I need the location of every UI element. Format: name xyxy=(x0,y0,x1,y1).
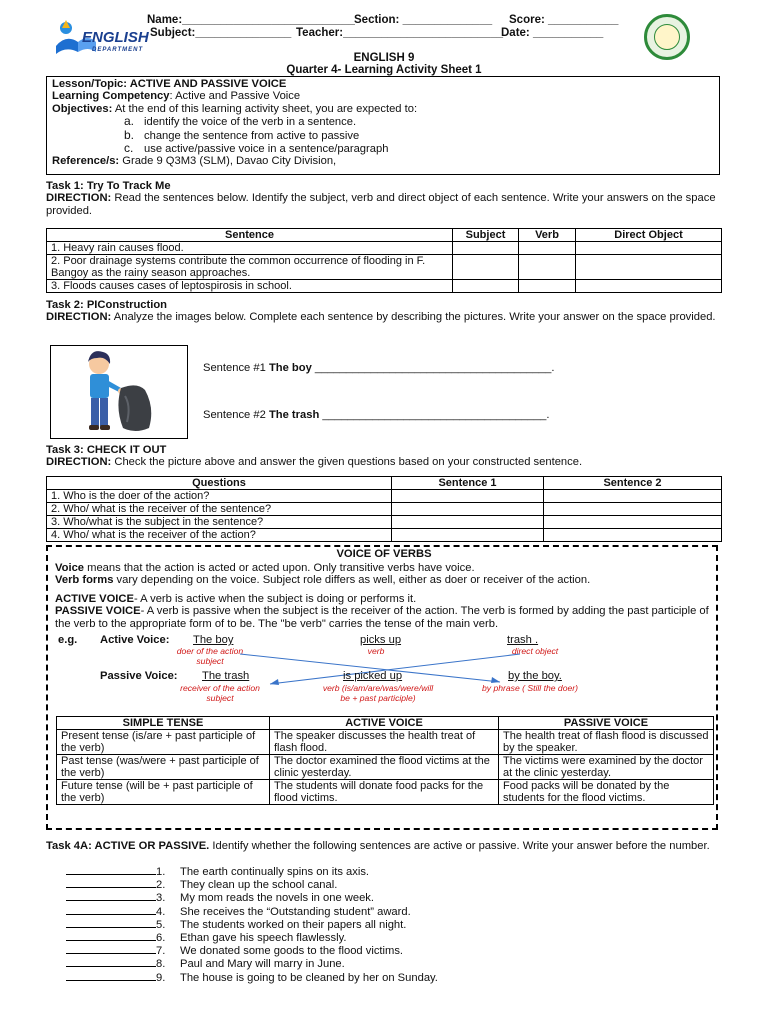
answer-blank[interactable] xyxy=(66,865,156,875)
table-row: 3. Floods causes cases of leptospirosis in school. xyxy=(47,280,722,293)
objective-item: c. use active/passive voice in a sentence/paragraph xyxy=(124,141,389,156)
references-value: Grade 9 Q3M3 (SLM), Davao City Division, xyxy=(119,155,337,168)
logo-text: ENGLISH xyxy=(82,29,149,46)
list-item: 2. They clean up the school canal. xyxy=(66,878,438,891)
page-title: ENGLISH 9 xyxy=(353,52,415,64)
task4a-list xyxy=(66,865,438,984)
table-row: Past tense (was/were + past participle of the verb) The doctor examined the flood victims at the clinic yesterday. The victims were examined by the doctor at the clinic yesterday. xyxy=(57,755,714,780)
task1-table xyxy=(46,228,722,293)
voice-types: ACTIVE VOICE- A verb is active when the subject is doing or performs it. PASSIVE VOICE- A verb is passive when the subject is the receiver of the action. The verb is formed by adding the past participle of the verb to the appropriate form of to be. The "be verb" carries the tense of the main verb. xyxy=(55,593,709,630)
table-row: 1. Heavy rain causes flood. xyxy=(47,242,722,255)
date-field[interactable]: Date: ___________ xyxy=(501,27,604,39)
objective-item: a. identify the voice of the verb in a sentence. xyxy=(124,114,357,129)
task2-direction: Analyze the images below. Complete each sentence by describing the pictures. Write your answer on the space provided. xyxy=(111,311,716,324)
answer-blank[interactable] xyxy=(66,905,156,915)
col-verb: Verb xyxy=(519,229,576,242)
task2-section xyxy=(46,299,722,324)
logo-subtext: DEPARTMENT xyxy=(92,47,144,53)
answer-blank[interactable] xyxy=(66,931,156,941)
col-active-voice: ACTIVE VOICE xyxy=(270,717,499,730)
table-row: Present tense (is/are + past participle of the verb) The speaker discusses the health treat of flash flood. The health treat of flash flood is discussed by the speaker. xyxy=(57,730,714,755)
task3-table xyxy=(46,476,722,542)
answer-blank[interactable] xyxy=(66,918,156,928)
objective-item: b. change the sentence from active to passive xyxy=(124,127,360,142)
boy-with-trash-picture xyxy=(50,345,188,439)
eg-label: e.g. xyxy=(58,634,78,646)
passive-verb: is picked up xyxy=(343,670,403,682)
col-sentence-1: Sentence 1 xyxy=(392,477,544,490)
answer-blank[interactable] xyxy=(66,891,156,901)
table-header-row xyxy=(47,477,722,490)
passive-voice-label: Passive Voice: xyxy=(100,670,178,682)
table-row: Future tense (will be + past participle of the verb) The students will donate food packs for the flood victims. Food packs will be donated by the students for the flood victims. xyxy=(57,780,714,805)
competency-value: : Active and Passive Voice xyxy=(169,90,301,103)
voice-heading: VOICE OF VERBS xyxy=(336,548,432,560)
active-voice-label: Active Voice: xyxy=(100,634,170,646)
list-item: 8. Paul and Mary will marry in June. xyxy=(66,957,438,970)
list-item: 4. She receives the “Outstanding student” award. xyxy=(66,905,438,918)
section-field[interactable]: Section: ______________ xyxy=(354,14,493,26)
col-questions: Questions xyxy=(47,477,392,490)
table-row: 2. Poor drainage systems contribute the common occurrence of flooding in F. Bangoy as the rainy season approaches. xyxy=(47,255,722,280)
table-header-row xyxy=(47,229,722,242)
subject-field[interactable]: Subject:_______________ xyxy=(150,27,292,39)
active-object: trash . xyxy=(507,634,539,646)
table-row: 2. Who/ what is the receiver of the sentence? xyxy=(47,503,722,516)
task2-title: Task 2: PIConstruction xyxy=(46,299,168,311)
active-object-note: direct object xyxy=(511,646,559,656)
list-item: 9. The house is going to be cleaned by her on Sunday. xyxy=(66,971,438,984)
passive-subject-note: receiver of the action subject xyxy=(180,683,260,703)
name-field[interactable]: Name:___________________________ xyxy=(147,14,355,26)
passive-by-phrase: by the boy. xyxy=(508,670,562,682)
answer-blank[interactable] xyxy=(66,944,156,954)
table-row: 1. Who is the doer of the action? xyxy=(47,490,722,503)
sentence-2-line[interactable]: Sentence #2 The trash ____________________________________. xyxy=(203,409,550,421)
table-row: 3. Who/what is the subject in the sentence? xyxy=(47,516,722,529)
score-field[interactable]: Score: ___________ xyxy=(509,14,619,26)
passive-subject: The trash xyxy=(202,670,250,682)
objectives-intro: At the end of this learning activity sheet, you are expected to: xyxy=(112,102,418,115)
active-subject: The boy xyxy=(193,634,234,646)
task4a-direction: Identify whether the following sentences are active or passive. Write your answer before the number. xyxy=(209,840,710,852)
col-sentence: Sentence xyxy=(47,229,453,242)
col-sentence-2: Sentence 2 xyxy=(544,477,722,490)
teacher-field[interactable]: Teacher:_________________________ xyxy=(296,27,503,39)
list-item: 7. We donated some goods to the flood victims. xyxy=(66,944,438,957)
direction-label: DIRECTION: xyxy=(46,311,112,324)
passive-by-note: by phrase ( Still the doer) xyxy=(481,683,578,693)
list-item: 5. The students worked on their papers all night. xyxy=(66,918,438,931)
sentence-1-line[interactable]: Sentence #1 The boy ______________________________________. xyxy=(203,362,555,374)
col-direct-object: Direct Object xyxy=(576,229,722,242)
task1-title: Task 1: Try To Track Me xyxy=(46,180,171,192)
list-item: 3. My mom reads the novels in one week. xyxy=(66,891,438,904)
task1-section xyxy=(46,180,722,217)
task3-section xyxy=(46,444,722,469)
task1-direction: Read the sentences below. Identify the subject, verb and direct object of each sentence. Write your answers on the space provided. xyxy=(46,192,716,217)
active-verb-note: verb xyxy=(367,646,385,656)
list-item: 1. The earth continually spins on its axis. xyxy=(66,865,438,878)
references-label: Reference/s: xyxy=(52,155,120,168)
direction-label: DIRECTION: xyxy=(46,192,112,205)
list-item: 6. Ethan gave his speech flawlessly. xyxy=(66,931,438,944)
table-header-row xyxy=(57,717,714,730)
page-subtitle: Quarter 4- Learning Activity Sheet 1 xyxy=(286,64,482,76)
task3-title: Task 3: CHECK IT OUT xyxy=(46,444,167,456)
task4a-section xyxy=(46,840,722,852)
active-subject-note: doer of the action subject xyxy=(176,646,244,666)
answer-blank[interactable] xyxy=(66,957,156,967)
task4a-title: Task 4A: ACTIVE OR PASSIVE. xyxy=(46,840,210,852)
task3-direction: Check the picture above and answer the given questions based on your constructed sentence. xyxy=(111,456,583,469)
answer-blank[interactable] xyxy=(66,878,156,888)
table-row: 4. Who/ what is the receiver of the action? xyxy=(47,529,722,542)
direction-label: DIRECTION: xyxy=(46,456,112,469)
competency-label: Learning Competency xyxy=(52,90,170,103)
voice-tense-table xyxy=(56,716,714,805)
lesson-topic: Lesson/Topic: ACTIVE AND PASSIVE VOICE xyxy=(52,78,287,90)
voice-definitions: Voice means that the action is acted or acted upon. Only transitive verbs have voice. Verb forms vary depending on the voice. Subject role differs as well, either as doer or receiver of the action. xyxy=(55,562,591,587)
col-subject: Subject xyxy=(453,229,519,242)
active-verb: picks up xyxy=(360,634,402,646)
lesson-info-box xyxy=(46,76,720,175)
col-simple-tense: SIMPLE TENSE xyxy=(57,717,270,730)
col-passive-voice: PASSIVE VOICE xyxy=(499,717,714,730)
objectives-label: Objectives: xyxy=(52,102,113,115)
passive-verb-note: verb (is/am/are/was/were/will be + past participle) xyxy=(322,683,434,703)
answer-blank[interactable] xyxy=(66,971,156,981)
